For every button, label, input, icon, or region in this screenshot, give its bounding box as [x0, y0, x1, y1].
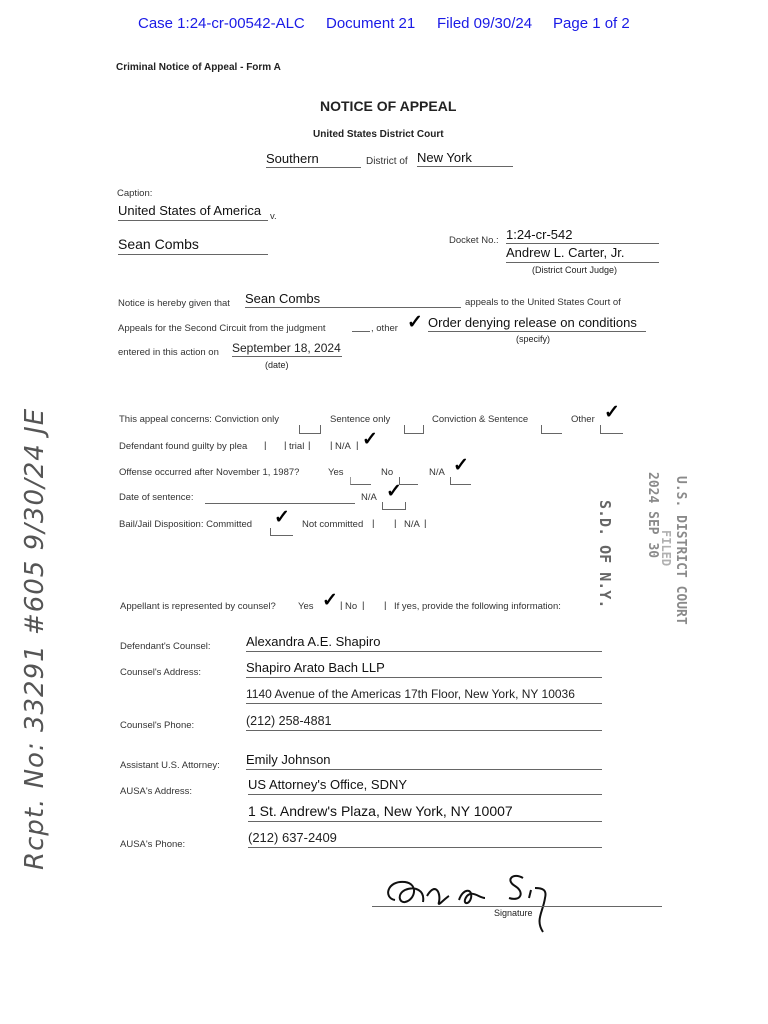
represented-bar-3: |: [384, 600, 387, 611]
represented-yes-check: ✓: [322, 590, 338, 611]
guilty-na-label: N/A: [335, 441, 351, 452]
represented-yes: Yes: [298, 601, 314, 612]
judge-name: Andrew L. Carter, Jr.: [506, 245, 659, 263]
sentence-date-label: Date of sentence:: [119, 492, 194, 503]
represented-no: No: [345, 601, 358, 612]
offense-yes-box: [350, 477, 371, 485]
district-value: Southern: [266, 151, 361, 168]
other-concern-check: ✓: [604, 402, 620, 423]
ausa-name: Emily Johnson: [246, 752, 602, 770]
represented-bar-2: |: [362, 600, 365, 611]
docket-label: Docket No.:: [449, 235, 499, 246]
stamp-district: S.D. OF N.Y.: [596, 500, 614, 609]
offense-label: Offense occurred after November 1, 1987?: [119, 467, 300, 478]
state-value: New York: [417, 150, 513, 167]
signature-line: [372, 905, 662, 907]
trial-bar-2: |: [308, 440, 311, 451]
page-number: Page 1 of 2: [553, 15, 630, 32]
date-label: (date): [265, 360, 289, 370]
def-counsel-label: Defendant's Counsel:: [120, 641, 211, 652]
ausa-phone: (212) 637-2409: [248, 830, 602, 848]
other-concern-label: Other: [571, 414, 595, 425]
offense-na-box: [450, 477, 471, 485]
filed-date: Filed 09/30/24: [437, 15, 533, 32]
committed-box: [270, 528, 293, 536]
bail-label: Bail/Jail Disposition: Committed: [119, 519, 253, 530]
case-number: Case 1:24-cr-00542-ALC: [138, 15, 305, 32]
concerns-label: This appeal concerns: Conviction only: [119, 414, 280, 425]
sentence-na-label: N/A: [361, 492, 377, 503]
notice-name: Sean Combs: [245, 291, 461, 308]
form-name: Criminal Notice of Appeal - Form A: [116, 62, 281, 73]
sentence-date-line: [205, 502, 355, 504]
sentence-only-box: [404, 425, 424, 434]
court-name: United States District Court: [313, 129, 444, 140]
phone-label: Counsel's Phone:: [120, 720, 195, 731]
other-checkmark: ✓: [407, 312, 423, 333]
guilty-na-check: ✓: [362, 429, 378, 450]
document-number: Document 21: [326, 15, 416, 32]
address-label: Counsel's Address:: [120, 667, 202, 678]
conv-sentence-label: Conviction & Sentence: [432, 414, 529, 425]
plea-bar: |: [264, 440, 267, 451]
plaintiff: United States of America: [118, 203, 268, 221]
sentence-na-check: ✓: [386, 481, 402, 502]
if-yes-label: If yes, provide the following information:: [394, 601, 561, 612]
notice-post: appeals to the United States Court of: [465, 297, 621, 308]
na-bar-2: |: [356, 440, 359, 451]
ausa-phone-label: AUSA's Phone:: [120, 839, 186, 850]
notice-pre: Notice is hereby given that: [118, 298, 230, 309]
judge-label: (District Court Judge): [532, 265, 618, 275]
bail-na-bar-2: |: [424, 518, 427, 529]
sentence-only-label: Sentence only: [330, 414, 391, 425]
entered-label: entered in this action on: [118, 347, 219, 358]
counsel-address-2: 1140 Avenue of the Americas 17th Floor, New York, NY 10036: [246, 687, 602, 704]
not-committed-bar: |: [372, 518, 375, 529]
offense-na-label: N/A: [429, 467, 445, 478]
ausa-address-2: 1 St. Andrew's Plaza, New York, NY 10007: [248, 803, 602, 822]
def-counsel: Alexandra A.E. Shapiro: [246, 634, 602, 652]
stamp-filed: FILED: [659, 530, 673, 567]
ausa-address-label: AUSA's Address:: [120, 786, 193, 797]
bail-na-label: N/A: [404, 519, 420, 530]
offense-no-label: No: [381, 467, 394, 478]
signature-scribble: [375, 868, 575, 938]
not-committed-label: Not committed: [302, 519, 364, 530]
appeals-line: Appeals for the Second Circuit from the judgment: [118, 323, 326, 334]
judgment-blank: [352, 330, 370, 332]
other-label: , other: [371, 323, 398, 334]
offense-yes-label: Yes: [328, 467, 344, 478]
ausa-label: Assistant U.S. Attorney:: [120, 760, 220, 771]
represented-label: Appellant is represented by counsel?: [120, 601, 276, 612]
other-value: Order denying release on conditions: [428, 315, 646, 332]
stamp-date: 2024 SEP 30: [645, 472, 660, 559]
represented-bar: |: [340, 600, 343, 611]
sentence-na-box: [382, 502, 406, 510]
docket-number: 1:24-cr-542: [506, 227, 659, 244]
offense-na-check: ✓: [453, 455, 469, 476]
district-label: District of: [366, 156, 408, 167]
page-title: NOTICE OF APPEAL: [320, 98, 457, 114]
defendant: Sean Combs: [118, 236, 268, 255]
entered-date: September 18, 2024: [232, 341, 341, 355]
versus-label: v.: [270, 211, 277, 222]
specify-label: (specify): [516, 334, 551, 344]
guilty-label: Defendant found guilty by plea: [119, 441, 248, 452]
margin-receipt-note: Rcpt. No: 33291 #605 9/30/24 JE: [20, 407, 50, 870]
committed-check: ✓: [274, 507, 290, 528]
bail-na-bar: |: [394, 518, 397, 529]
ausa-address-1: US Attorney's Office, SDNY: [248, 777, 602, 795]
trial-label: trial: [289, 441, 305, 452]
other-concern-box: [600, 425, 623, 434]
counsel-phone: (212) 258-4881: [246, 714, 602, 731]
counsel-address-1: Shapiro Arato Bach LLP: [246, 660, 602, 678]
stamp-court: U.S. DISTRICT COURT: [673, 476, 688, 625]
trial-bar: |: [284, 440, 287, 451]
conv-sentence-box: [541, 425, 562, 434]
conviction-only-box: [299, 425, 321, 434]
na-bar: |: [330, 440, 333, 451]
signature-label: Signature: [494, 908, 533, 918]
caption-label: Caption:: [117, 188, 153, 199]
